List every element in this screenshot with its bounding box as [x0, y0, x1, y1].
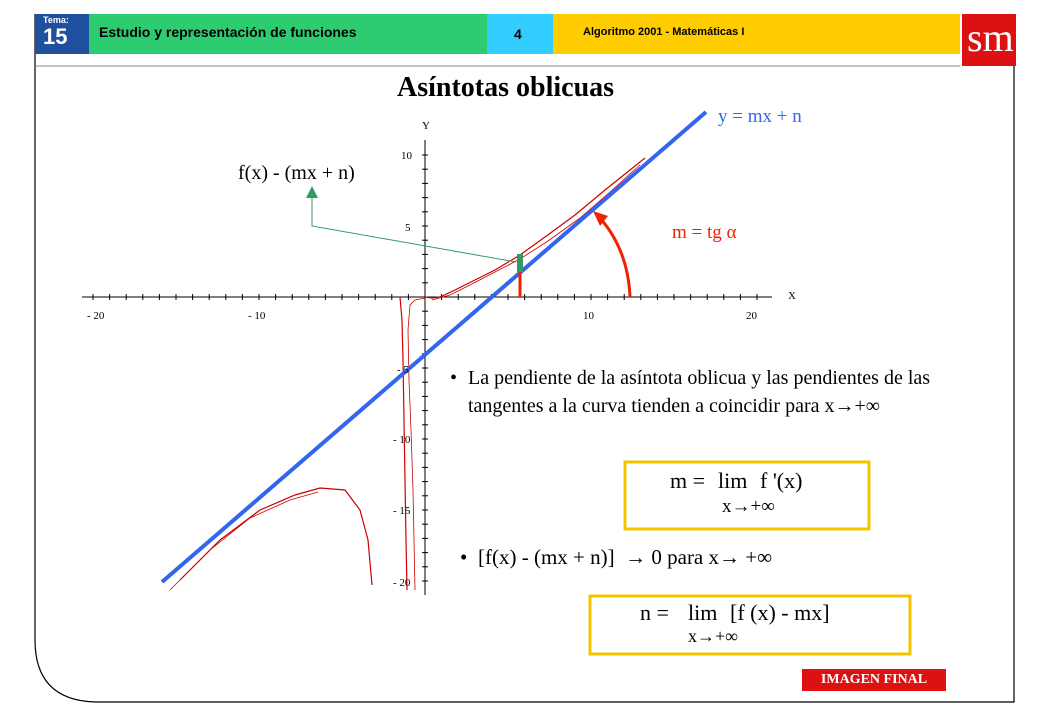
y-tick-label: - 20: [393, 577, 411, 589]
curve-left-lower-branch-2: [170, 492, 318, 590]
angle-arc: [600, 218, 630, 297]
y-tick-label: - 5: [397, 364, 409, 376]
bullet-1-text: La pendiente de la asíntota oblicua y las pendientes de las tangentes a la curva tienden a coincidir para x→+∞: [468, 367, 931, 417]
curve-left-lower-branch: [180, 488, 372, 585]
slide-title: Asíntotas oblicuas: [397, 72, 615, 103]
formula-n-expr: [f (x) - mx]: [730, 600, 830, 625]
y-axis-label: Y: [422, 120, 430, 132]
formula-n-subscript: x→+∞: [688, 626, 738, 646]
x-tick-label: - 20: [87, 310, 105, 322]
formula-m-subscript: x→+∞: [722, 496, 775, 517]
asymptote-equation-label: y = mx + n: [718, 106, 802, 127]
formula-m-lim: lim: [718, 468, 748, 493]
bullet-2-text: [f(x) - (mx + n)] → 0 para x→ +∞: [478, 545, 773, 569]
x-tick-label: - 10: [248, 310, 266, 322]
green-arrow-line: [312, 194, 516, 262]
imagen-final-badge[interactable]: IMAGEN FINAL: [802, 669, 946, 691]
formula-n-lhs: n =: [640, 600, 669, 625]
difference-label: f(x) - (mx + n): [238, 162, 355, 184]
x-axis-label: X: [788, 290, 796, 302]
y-tick-label: 10: [401, 150, 412, 162]
bullet-dot: •: [460, 545, 468, 569]
logo-text: sm: [967, 15, 1014, 60]
book-title: Algoritmo 2001 - Matemáticas I: [583, 26, 745, 38]
curve-right-branch: [425, 158, 645, 298]
slope-label: m = tg α: [672, 222, 737, 243]
green-arrow-head: [306, 186, 318, 198]
formula-n: [640, 600, 900, 652]
y-tick-label: - 15: [393, 505, 411, 517]
y-tick-label: - 10: [393, 434, 411, 446]
x-tick-label: 10: [583, 310, 594, 322]
x-tick-label: 20: [746, 310, 757, 322]
curve-left-upper-branch-2: [408, 298, 425, 590]
tema-number: 15: [43, 24, 68, 49]
formula-m-lhs: m =: [670, 468, 706, 493]
unit-title: Estudio y representación de funciones: [99, 24, 357, 40]
formula-m-expr: f '(x): [760, 468, 803, 493]
section-number: 4: [514, 26, 522, 42]
curve-right-branch-lower: [432, 165, 640, 300]
formula-n-lim: lim: [688, 600, 718, 625]
tema-label: Tema:: [43, 15, 69, 25]
formula-m: [670, 466, 860, 526]
y-tick-label: 5: [405, 222, 411, 234]
bullet-dot: •: [450, 367, 458, 389]
